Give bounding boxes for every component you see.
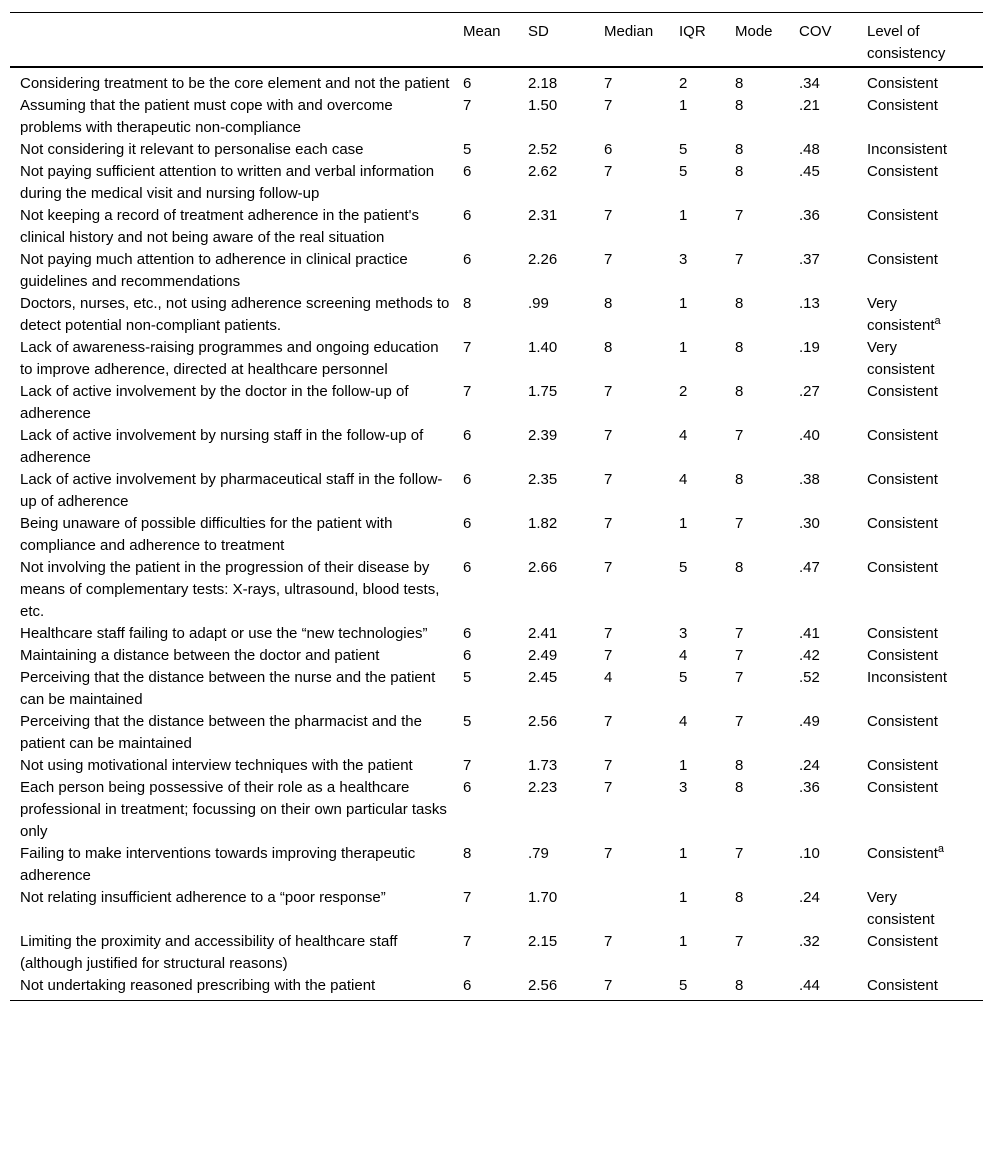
cell-median: 7 [604,713,613,730]
cell-median: 7 [604,933,613,950]
cell-median [604,887,679,931]
table-row [10,513,983,557]
table-row [10,645,983,667]
row-label: Limiting the proximity and accessibility of healthcare staff (although justified for structural reasons) [20,933,398,972]
cell-consistency: Consistent [867,163,938,180]
cell-sd: 2.26 [528,251,558,268]
cell-mode: 8 [735,779,744,796]
footnote-marker: a [937,843,944,855]
table-row [10,95,983,139]
cell-sd: 2.45 [528,669,558,686]
cell-mode: 7 [735,515,744,532]
cell-sd: 2.15 [528,933,558,950]
row-label: Maintaining a distance between the doctor and patient [20,647,380,664]
cell-iqr: 5 [679,141,688,158]
cell-consistency: Consistent [867,977,938,994]
table-header [10,13,983,68]
cell-consistency: Consistent [867,251,938,268]
cell-cov: .30 [799,515,820,532]
cell-mode: 8 [735,977,744,994]
cell-mode: 8 [735,339,744,356]
row-label: Lack of active involvement by nursing staff in the follow-up of adherence [20,427,424,466]
cell-cov: .40 [799,427,820,444]
cell-cov: .47 [799,559,820,576]
row-label: Not paying sufficient attention to written and verbal information during the medical visit and nursing follow-up [20,163,435,202]
cell-median: 7 [604,75,613,92]
cell-sd: 2.41 [528,625,558,642]
cell-cov: .10 [799,845,820,862]
cell-mode: 8 [735,141,744,158]
table-row [10,557,983,623]
column-header-mode: Mode [735,13,799,68]
cell-consistency: Consistent [867,427,938,444]
table-row [10,777,983,843]
cell-consistency: Consistent [867,75,938,92]
statistics-table-container [10,12,983,1001]
table-row [10,887,983,931]
row-label: Not involving the patient in the progression of their disease by means of complementary tests: X-rays, ultrasound, blood tests, etc. [20,559,440,620]
cell-iqr: 5 [679,669,688,686]
cell-consistency: Consistent [867,97,938,114]
cell-consistency: Consistent$^a$ [867,843,944,862]
cell-median: 8 [604,339,613,356]
cell-median: 7 [604,845,613,862]
cell-cov: .41 [799,625,820,642]
cell-mean: 6 [463,471,472,488]
cell-consistency: Consistent [867,713,938,730]
cell-median: 7 [604,383,613,400]
header-row [10,13,983,68]
cell-cov: .52 [799,669,820,686]
row-label: Doctors, nurses, etc., not using adherence screening methods to detect potential non-compliant patients. [20,295,450,334]
cell-mean: 7 [463,933,472,950]
cell-median: 7 [604,251,613,268]
cell-mode: 7 [735,713,744,730]
cell-consistency: Consistent [867,933,938,950]
table-row [10,67,983,95]
cell-mean: 7 [463,757,472,774]
row-label: Lack of active involvement by pharmaceutical staff in the follow-up of adherence [20,471,443,510]
cell-cov: .48 [799,141,820,158]
cell-sd: 2.56 [528,713,558,730]
table-body [10,67,983,1001]
row-label: Assuming that the patient must cope with and overcome problems with therapeutic non-compliance [20,97,393,136]
cell-cov: .34 [799,75,820,92]
cell-cov: .49 [799,713,820,730]
cell-iqr: 2 [679,383,688,400]
cell-mean: 6 [463,625,472,642]
cell-median: 7 [604,97,613,114]
row-label: Perceiving that the distance between the pharmacist and the patient can be maintained [20,713,422,752]
cell-sd: 2.35 [528,471,558,488]
cell-iqr: 3 [679,251,688,268]
cell-cov: .45 [799,163,820,180]
cell-iqr: 1 [679,757,688,774]
cell-mode: 7 [735,669,744,686]
column-header-item [10,13,463,68]
cell-iqr: 1 [679,889,688,906]
row-label: Not using motivational interview techniques with the patient [20,757,413,774]
cell-mode: 8 [735,889,744,906]
table-row [10,293,983,337]
cell-iqr: 4 [679,647,688,664]
cell-cov: .42 [799,647,820,664]
cell-sd: 1.75 [528,383,558,400]
cell-mean: 6 [463,251,472,268]
cell-consistency: Consistent [867,515,938,532]
row-label: Healthcare staff failing to adapt or use the “new technologies” [20,625,428,642]
cell-median: 4 [604,669,613,686]
cell-mean: 8 [463,295,472,312]
table-row [10,205,983,249]
cell-cov: .24 [799,889,820,906]
cell-mean: 7 [463,97,472,114]
cell-mean: 7 [463,889,472,906]
table-row [10,469,983,513]
cell-mean: 6 [463,515,472,532]
cell-mode: 7 [735,647,744,664]
cell-iqr: 3 [679,625,688,642]
cell-consistency: Consistent [867,757,938,774]
cell-sd: .79 [528,845,549,862]
cell-mode: 7 [735,427,744,444]
cell-median: 7 [604,559,613,576]
column-header-cov: COV [799,13,867,68]
cell-consistency: Consistent [867,207,938,224]
cell-mode: 8 [735,75,744,92]
cell-mode: 7 [735,845,744,862]
table-row [10,249,983,293]
cell-consistency: Consistent [867,559,938,576]
cell-consistency: Inconsistent [867,141,948,158]
cell-cov: .21 [799,97,820,114]
table-row [10,425,983,469]
cell-iqr: 1 [679,515,688,532]
table-row [10,843,983,887]
cell-iqr: 1 [679,97,688,114]
cell-mean: 6 [463,207,472,224]
row-label: Not undertaking reasoned prescribing with the patient [20,977,376,994]
cell-mode: 8 [735,559,744,576]
cell-mode: 7 [735,625,744,642]
cell-mean: 7 [463,383,472,400]
cell-iqr: 1 [679,339,688,356]
cell-iqr: 4 [679,713,688,730]
cell-mean: 6 [463,427,472,444]
cell-consistency: Very consistent [867,339,935,378]
cell-mean: 5 [463,141,472,158]
cell-sd: 2.39 [528,427,558,444]
cell-median: 7 [604,163,613,180]
cell-consistency: Consistent [867,383,938,400]
column-header-median: Median [604,13,679,68]
row-label: Not paying much attention to adherence in clinical practice guidelines and recommendations [20,251,408,290]
cell-consistency: Consistent [867,647,938,664]
table-row [10,975,983,1001]
cell-median: 6 [604,141,613,158]
cell-cov: .19 [799,339,820,356]
cell-iqr: 2 [679,75,688,92]
cell-median: 7 [604,427,613,444]
cell-median: 7 [604,625,613,642]
row-label: Considering treatment to be the core element and not the patient [20,75,450,92]
cell-mean: 6 [463,647,472,664]
cell-sd: 1.50 [528,97,558,114]
cell-consistency: Consistent [867,625,938,642]
cell-mean: 7 [463,339,472,356]
cell-sd: 2.56 [528,977,558,994]
row-label: Perceiving that the distance between the nurse and the patient can be maintained [20,669,436,708]
column-header-consistency: Level of consistency [867,13,983,68]
cell-mode: 8 [735,471,744,488]
column-header-mean: Mean [463,13,528,68]
cell-iqr: 5 [679,559,688,576]
cell-mean: 6 [463,163,472,180]
row-label: Not considering it relevant to personalise each case [20,141,364,158]
table-row [10,337,983,381]
row-label: Lack of awareness-raising programmes and ongoing education to improve adherence, directed at healthcare personnel [20,339,439,378]
cell-sd: 2.31 [528,207,558,224]
cell-mode: 8 [735,97,744,114]
row-label: Being unaware of possible difficulties for the patient with compliance and adherence to treatment [20,515,393,554]
table-row [10,667,983,711]
cell-median: 7 [604,757,613,774]
cell-consistency: Consistent [867,471,938,488]
cell-sd: 1.40 [528,339,558,356]
cell-iqr: 1 [679,207,688,224]
cell-median: 7 [604,779,613,796]
cell-mean: 6 [463,559,472,576]
cell-mean: 6 [463,977,472,994]
cell-cov: .13 [799,295,820,312]
footnote-marker: a [934,315,941,327]
table-row [10,139,983,161]
cell-median: 7 [604,977,613,994]
cell-mean: 5 [463,669,472,686]
cell-consistency: Very consistent$^a$ [867,295,941,334]
cell-mode: 8 [735,757,744,774]
table-row [10,755,983,777]
cell-median: 7 [604,647,613,664]
cell-mean: 5 [463,713,472,730]
cell-sd: 2.23 [528,779,558,796]
cell-iqr: 4 [679,427,688,444]
cell-median: 7 [604,515,613,532]
cell-median: 7 [604,207,613,224]
table-row [10,931,983,975]
cell-sd: 2.49 [528,647,558,664]
cell-cov: .27 [799,383,820,400]
column-header-iqr: IQR [679,13,735,68]
cell-iqr: 3 [679,779,688,796]
cell-cov: .37 [799,251,820,268]
cell-mode: 8 [735,383,744,400]
row-label: Not relating insufficient adherence to a “poor response” [20,889,386,906]
cell-sd: 1.70 [528,889,558,906]
cell-mode: 7 [735,251,744,268]
cell-iqr: 1 [679,845,688,862]
cell-cov: .32 [799,933,820,950]
cell-cov: .36 [799,779,820,796]
cell-sd: 1.82 [528,515,558,532]
cell-iqr: 1 [679,295,688,312]
cell-sd: 2.52 [528,141,558,158]
cell-sd: 2.66 [528,559,558,576]
cell-consistency: Inconsistent [867,669,948,686]
cell-mode: 7 [735,207,744,224]
cell-median: 8 [604,295,613,312]
cell-mean: 6 [463,779,472,796]
cell-sd: .99 [528,295,549,312]
cell-iqr: 4 [679,471,688,488]
table-row [10,381,983,425]
cell-median: 7 [604,471,613,488]
cell-consistency: Very consistent [867,889,935,928]
row-label: Lack of active involvement by the doctor in the follow-up of adherence [20,383,409,422]
cell-mode: 7 [735,933,744,950]
cell-cov: .44 [799,977,820,994]
cell-iqr: 5 [679,977,688,994]
cell-sd: 1.73 [528,757,558,774]
cell-cov: .36 [799,207,820,224]
cell-mode: 8 [735,163,744,180]
cell-sd: 2.62 [528,163,558,180]
statistics-table [10,12,983,1001]
row-label: Not keeping a record of treatment adherence in the patient's clinical history and not being aware of the real situation [20,207,419,246]
column-header-sd: SD [528,13,604,68]
cell-iqr: 1 [679,933,688,950]
cell-mode: 8 [735,295,744,312]
cell-cov: .24 [799,757,820,774]
cell-sd: 2.18 [528,75,558,92]
cell-iqr: 5 [679,163,688,180]
row-label: Each person being possessive of their role as a healthcare professional in treatment; focussing on their own particular tasks only [20,779,447,840]
table-row [10,623,983,645]
cell-consistency: Consistent [867,779,938,796]
cell-cov: .38 [799,471,820,488]
row-label: Failing to make interventions towards improving therapeutic adherence [20,845,416,884]
table-row [10,711,983,755]
cell-mean: 8 [463,845,472,862]
table-row [10,161,983,205]
cell-mean: 6 [463,75,472,92]
